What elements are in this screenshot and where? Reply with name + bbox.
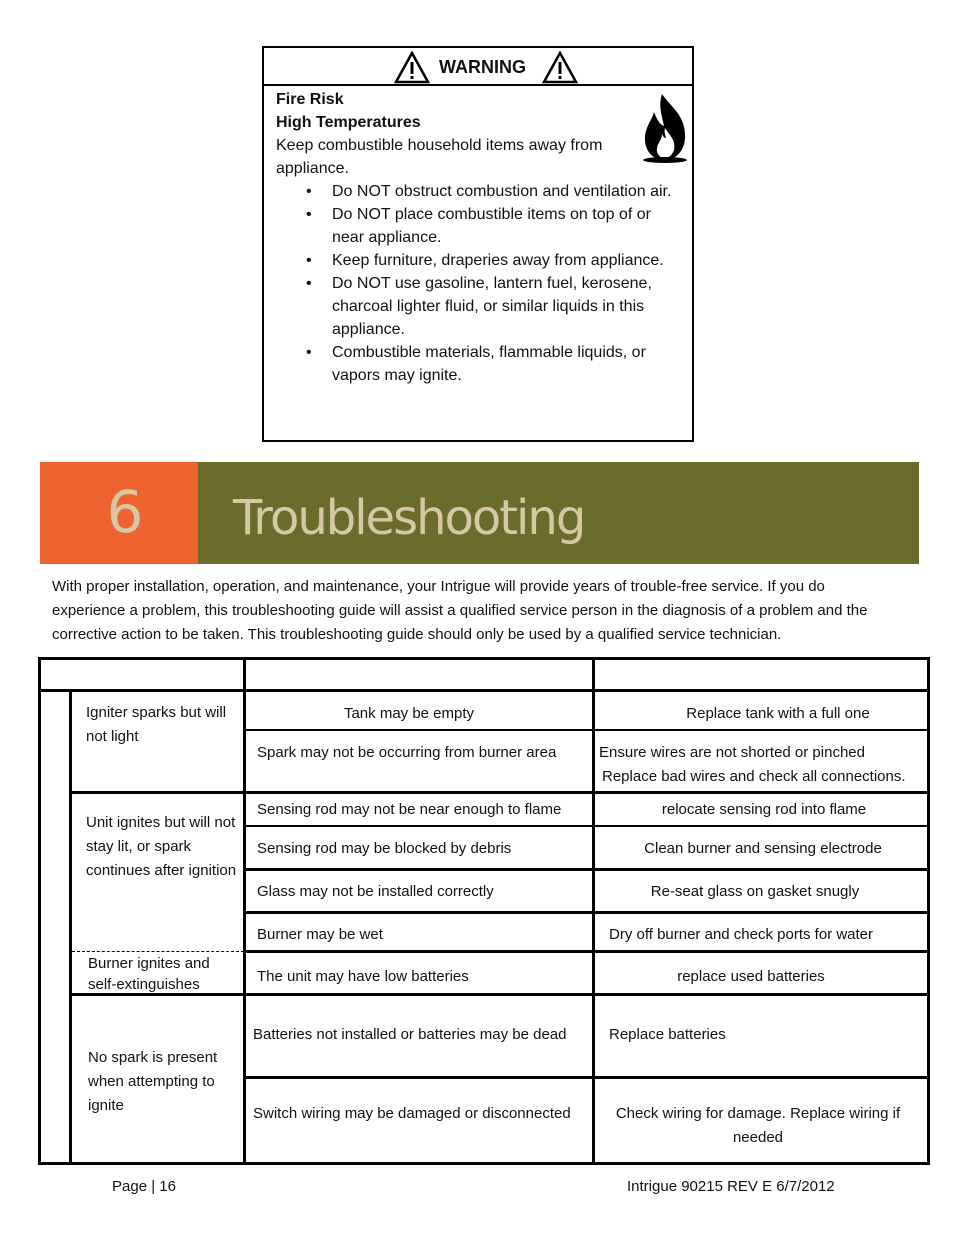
section-number: 6 — [106, 478, 144, 546]
warning-list-item: • Keep furniture, draperies away from appliance. — [276, 249, 672, 272]
table-border — [245, 911, 929, 914]
action-cell: Check wiring for damage. Replace wiring if needed — [615, 1105, 901, 1146]
action-cell: Re-seat glass on gasket snugly — [650, 883, 860, 900]
table-border — [70, 791, 246, 794]
action-cell: Replace tank with a full one — [686, 705, 870, 722]
action-cell: Replace batteries — [609, 1026, 726, 1043]
section-title: Troubleshooting — [233, 490, 585, 546]
table-border — [245, 993, 929, 996]
table-border — [38, 657, 930, 660]
warning-list-item: • Do NOT obstruct combustion and ventilation air. — [276, 180, 672, 203]
cause-cell: Tank may be empty — [343, 705, 475, 722]
warning-list — [276, 180, 686, 387]
cause-cell: Sensing rod may not be near enough to flame — [257, 801, 562, 818]
table-border — [69, 691, 72, 1165]
footer-document-id: Intrigue 90215 REV E 6/7/2012 — [627, 1178, 835, 1195]
footer-page-number: Page | 16 — [112, 1178, 176, 1195]
action-cell: Ensure wires are not shorted or pinched — [599, 744, 865, 761]
warning-list-item: • Do NOT place combustible items on top of or near appliance. — [276, 203, 672, 249]
cause-cell: Batteries not installed or batteries may be dead — [253, 1026, 567, 1043]
problem-cell: Burner ignites and self-extinguishes — [88, 955, 210, 993]
cause-cell: Burner may be wet — [257, 926, 383, 943]
problem-cell: No spark is present when attempting to ignite — [88, 1049, 218, 1114]
table-border — [38, 657, 41, 1165]
table-border — [245, 791, 929, 794]
warning-header — [264, 48, 692, 86]
cause-cell: Switch wiring may be damaged or disconnected — [253, 1105, 571, 1122]
table-border — [245, 825, 929, 827]
cause-cell: The unit may have low batteries — [257, 968, 469, 985]
problem-cell: Unit ignites but will not stay lit, or spark continues after ignition — [86, 814, 237, 879]
action-cell: replace used batteries — [677, 968, 825, 985]
intro-paragraph: With proper installation, operation, and maintenance, your Intrigue will provide years of trouble-free service. If you do experience a problem, this troubleshooting guide will assist a qualified service person in the diagnosis of a problem and the corrective action to be taken. This troubleshooting guide should only be used by a qualified service technician. — [52, 578, 868, 643]
warning-title: WARNING — [439, 57, 526, 77]
table-border — [38, 1162, 930, 1165]
warning-heading-high-temperatures: High Temperatures — [276, 114, 421, 131]
warning-list-item: • Combustible materials, flammable liquids, or vapors may ignite. — [276, 341, 672, 387]
table-border — [245, 729, 929, 731]
warning-triangle-icon — [542, 51, 578, 84]
table-border — [245, 1076, 929, 1079]
problem-cell: Igniter sparks but will not light — [86, 704, 227, 745]
cause-cell: Sensing rod may be blocked by debris — [257, 840, 512, 857]
warning-body — [276, 88, 686, 387]
action-cell: Replace bad wires and check all connections. — [602, 768, 906, 785]
cause-cell: Glass may not be installed correctly — [257, 883, 494, 900]
action-cell: relocate sensing rod into flame — [661, 801, 867, 818]
warning-box — [262, 46, 694, 442]
warning-triangle-icon — [394, 51, 430, 84]
action-cell: Dry off burner and check ports for water — [609, 926, 874, 943]
warning-intro-text: Keep combustible household items away from appliance. — [276, 137, 603, 177]
cause-cell: Spark may not be occurring from burner area — [257, 744, 557, 761]
table-border — [245, 868, 929, 871]
warning-list-item: • Do NOT use gasoline, lantern fuel, kerosene, charcoal lighter fluid, or similar liquids in this appliance. — [276, 272, 672, 341]
warning-heading-fire-risk: Fire Risk — [276, 91, 344, 108]
action-cell: Clean burner and sensing electrode — [644, 840, 882, 857]
table-divider-dashed — [72, 951, 244, 952]
table-border — [245, 950, 929, 953]
table-border — [38, 689, 930, 692]
